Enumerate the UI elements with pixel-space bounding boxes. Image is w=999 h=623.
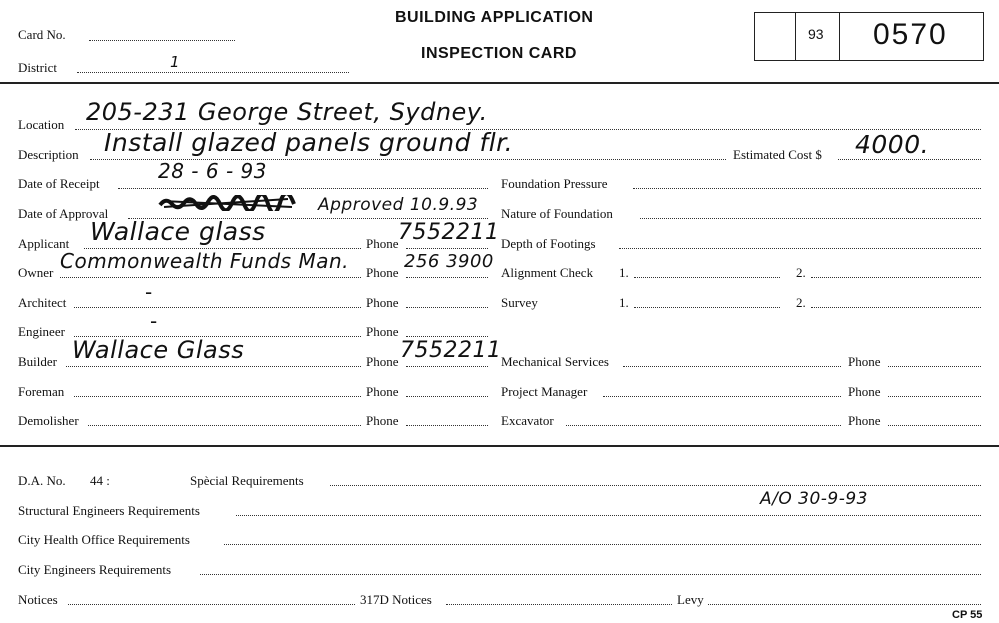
date-of-receipt-value: 28 - 6 - 93 xyxy=(158,159,267,183)
estimated-cost-line xyxy=(838,159,981,160)
mechanical-services-line xyxy=(623,366,841,367)
applicant-phone-label: Phone xyxy=(366,236,399,251)
health-requirements-line xyxy=(224,544,981,545)
engineer-label: Engineer xyxy=(18,324,65,339)
engineer-phone-line xyxy=(406,336,488,337)
owner-line xyxy=(60,277,361,278)
builder-phone-label: Phone xyxy=(366,354,399,369)
location-label: Location xyxy=(18,117,65,132)
owner-label: Owner xyxy=(18,265,54,280)
mechanical-services-phone-line xyxy=(888,366,981,367)
owner-phone-value: 256 3900 xyxy=(404,251,494,272)
estimated-cost-value: 4000. xyxy=(855,130,930,159)
mechanical-services-phone-label: Phone xyxy=(848,354,881,369)
date-of-receipt-label: Date of Receipt xyxy=(18,176,100,191)
demolisher-label: Demolisher xyxy=(18,413,79,428)
form-code: CP 55 xyxy=(952,609,983,621)
structural-requirements-value: A/O 30-9-93 xyxy=(760,489,868,509)
description-value: Install glazed panels ground flr. xyxy=(104,128,514,157)
demolisher-phone-line xyxy=(406,425,488,426)
mechanical-services-label: Mechanical Services xyxy=(501,354,609,369)
excavator-line xyxy=(566,425,841,426)
nature-of-foundation-label: Nature of Foundation xyxy=(501,206,613,221)
excavator-phone-label: Phone xyxy=(848,413,881,428)
da-no-label: D.A. No. xyxy=(18,473,66,488)
builder-phone-line xyxy=(406,366,488,367)
applicant-label: Applicant xyxy=(18,236,70,251)
engineer-value: - xyxy=(150,309,158,333)
structural-requirements-line xyxy=(236,515,981,516)
card-no-line xyxy=(89,40,235,41)
city-engineers-line xyxy=(200,574,981,575)
date-of-approval-label: Date of Approval xyxy=(18,206,109,221)
foundation-pressure-label: Foundation Pressure xyxy=(501,176,608,191)
foreman-phone-line xyxy=(406,396,488,397)
district-label: District xyxy=(18,60,57,75)
depth-of-footings-line xyxy=(619,248,981,249)
survey-2-line xyxy=(811,307,981,308)
box-divider xyxy=(795,13,796,60)
notices-317d-line xyxy=(446,604,672,605)
card-number: 0570 xyxy=(873,18,948,51)
foreman-label: Foreman xyxy=(18,384,65,399)
owner-value: Commonwealth Funds Man. xyxy=(60,249,349,273)
special-requirements-label: Spècial Requirements xyxy=(190,473,304,488)
box-divider xyxy=(839,13,840,60)
form-subtitle: INSPECTION CARD xyxy=(421,45,577,62)
scribble-icon xyxy=(158,195,298,211)
nature-of-foundation-line xyxy=(640,218,981,219)
card-number-boxes xyxy=(754,12,984,61)
survey-2-label: 2. xyxy=(796,295,806,310)
notices-label: Notices xyxy=(18,592,58,607)
builder-phone-value: 7552211 xyxy=(400,338,502,363)
district-value: 1 xyxy=(170,53,181,71)
description-label: Description xyxy=(18,147,79,162)
applicant-phone-line xyxy=(406,248,488,249)
project-manager-phone-label: Phone xyxy=(848,384,881,399)
architect-phone-label: Phone xyxy=(366,295,399,310)
district-line xyxy=(77,72,349,73)
estimated-cost-label: Estimated Cost $ xyxy=(733,147,822,162)
architect-line xyxy=(74,307,361,308)
owner-phone-label: Phone xyxy=(366,265,399,280)
survey-1-label: 1. xyxy=(619,295,629,310)
builder-label: Builder xyxy=(18,354,57,369)
city-engineers-label: City Engineers Requirements xyxy=(18,562,172,577)
section-rule xyxy=(0,445,999,447)
special-requirements-line xyxy=(330,485,981,486)
foreman-line xyxy=(74,396,361,397)
project-manager-line xyxy=(603,396,841,397)
alignment-check-2-line xyxy=(811,277,981,278)
excavator-phone-line xyxy=(888,425,981,426)
location-value: 205-231 George Street, Sydney. xyxy=(86,98,488,126)
survey-label: Survey xyxy=(501,295,538,310)
form-title: BUILDING APPLICATION xyxy=(395,9,594,26)
architect-phone-line xyxy=(406,307,488,308)
date-of-receipt-line xyxy=(118,188,488,189)
demolisher-phone-label: Phone xyxy=(366,413,399,428)
levy-line xyxy=(708,604,981,605)
builder-line xyxy=(66,366,361,367)
owner-phone-line xyxy=(406,277,488,278)
structural-requirements-label: Structural Engineers Requirements xyxy=(18,503,200,518)
foundation-pressure-line xyxy=(633,188,981,189)
demolisher-line xyxy=(88,425,361,426)
health-requirements-label: City Health Office Requirements xyxy=(18,532,190,547)
alignment-check-label: Alignment Check xyxy=(501,265,594,280)
alignment-check-2-label: 2. xyxy=(796,265,806,280)
header-rule xyxy=(0,82,999,84)
crossed-out-date xyxy=(158,195,298,211)
builder-value: Wallace Glass xyxy=(72,336,245,364)
alignment-check-1-label: 1. xyxy=(619,265,629,280)
survey-1-line xyxy=(634,307,780,308)
architect-label: Architect xyxy=(18,295,67,310)
levy-label: Levy xyxy=(677,592,704,607)
alignment-check-1-line xyxy=(634,277,780,278)
notices-317d-label: 317D Notices xyxy=(360,592,432,607)
applicant-phone-value: 7552211 xyxy=(398,220,500,245)
depth-of-footings-label: Depth of Footings xyxy=(501,236,596,251)
date-of-approval-value: Approved 10.9.93 xyxy=(318,195,479,215)
foreman-phone-label: Phone xyxy=(366,384,399,399)
project-manager-phone-line xyxy=(888,396,981,397)
engineer-phone-label: Phone xyxy=(366,324,399,339)
notices-line xyxy=(68,604,355,605)
card-no-label: Card No. xyxy=(18,27,66,42)
architect-value: - xyxy=(145,280,153,304)
excavator-label: Excavator xyxy=(501,413,554,428)
da-no-value: 44 : xyxy=(90,473,110,488)
year-box: 93 xyxy=(808,26,824,42)
applicant-value: Wallace glass xyxy=(90,217,266,246)
project-manager-label: Project Manager xyxy=(501,384,588,399)
